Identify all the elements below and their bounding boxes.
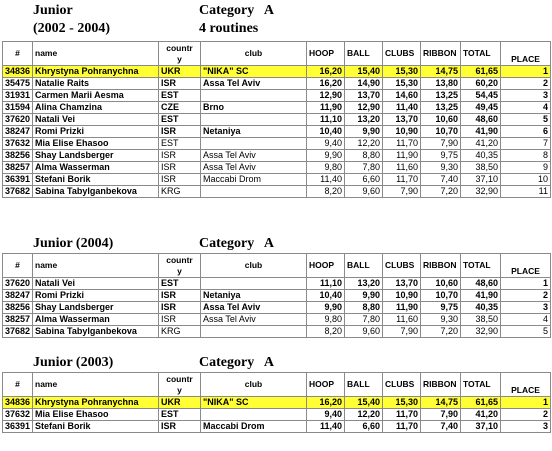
section-3-title: Junior (2003) [33, 355, 114, 370]
cell-club [201, 90, 307, 102]
cell-place: 4 [501, 102, 551, 114]
cell-clubs: 11,40 [383, 102, 421, 114]
cell-name: Stefani Borik [33, 421, 159, 433]
header-country [159, 254, 201, 278]
cell-country: UKR [159, 66, 201, 78]
cell-clubs: 11,70 [383, 138, 421, 150]
header-place: PLACE [501, 254, 551, 278]
cell-name: Stefani Borik [33, 174, 159, 186]
cell-club [201, 114, 307, 126]
header-total: TOTAL [461, 254, 501, 278]
cell-clubs: 11,70 [383, 421, 421, 433]
cell-clubs: 7,90 [383, 186, 421, 198]
cell-ball: 6,60 [345, 421, 383, 433]
cell-ball: 9,60 [345, 186, 383, 198]
cell-country: ISR [159, 421, 201, 433]
cell-ribbon: 7,90 [421, 138, 461, 150]
section-1-years: (2002 - 2004) [33, 21, 110, 36]
header-club: club [201, 254, 307, 278]
cell-country: EST [159, 138, 201, 150]
cell-country: EST [159, 114, 201, 126]
cell-ribbon: 14,75 [421, 66, 461, 78]
cell-clubs: 11,70 [383, 174, 421, 186]
cell-total: 54,45 [461, 90, 501, 102]
cell-total: 41,20 [461, 138, 501, 150]
cell-name: Shay Landsberger [33, 302, 159, 314]
cell-clubs: 15,30 [383, 78, 421, 90]
cell-country: EST [159, 409, 201, 421]
cell-ball: 9,60 [345, 326, 383, 338]
cell-club: Maccabi Drom [201, 421, 307, 433]
cell-place: 7 [501, 138, 551, 150]
cell-name: Alma Wasserman [33, 162, 159, 174]
header-ribbon: RIBBON [421, 254, 461, 278]
cell-clubs: 11,60 [383, 162, 421, 174]
cell-total: 61,65 [461, 66, 501, 78]
cell-place: 4 [501, 314, 551, 326]
cell-ribbon: 10,60 [421, 114, 461, 126]
cell-country: ISR [159, 314, 201, 326]
section-1-title: Junior [33, 3, 73, 18]
cell-num: 38257 [3, 162, 33, 174]
cell-name: Sabina Tabylganbekova [33, 326, 159, 338]
table-row [3, 126, 551, 138]
cell-place: 1 [501, 278, 551, 290]
table-row [3, 290, 551, 302]
cell-ball: 7,80 [345, 162, 383, 174]
table-header-row [3, 42, 551, 66]
cell-ribbon: 9,30 [421, 162, 461, 174]
cell-ribbon: 10,60 [421, 278, 461, 290]
cell-ball: 9,90 [345, 126, 383, 138]
cell-club: Assa Tel Aviv [201, 150, 307, 162]
cell-place: 3 [501, 421, 551, 433]
cell-club: Brno [201, 102, 307, 114]
cell-ribbon: 7,20 [421, 186, 461, 198]
header-ball: BALL [345, 254, 383, 278]
table-row [3, 138, 551, 150]
cell-num: 38257 [3, 314, 33, 326]
cell-ribbon: 10,70 [421, 126, 461, 138]
header-name: name [33, 42, 159, 66]
cell-ribbon: 10,70 [421, 290, 461, 302]
cell-club: Maccabi Drom [201, 174, 307, 186]
cell-total: 40,35 [461, 302, 501, 314]
cell-num: 37682 [3, 186, 33, 198]
cell-country: CZE [159, 102, 201, 114]
cell-hoop: 9,40 [307, 409, 345, 421]
cell-club: Assa Tel Aviv [201, 162, 307, 174]
cell-ball: 12,20 [345, 409, 383, 421]
cell-num: 36391 [3, 174, 33, 186]
cell-country: ISR [159, 126, 201, 138]
header-country-line-2: y [177, 265, 182, 276]
cell-hoop: 9,90 [307, 302, 345, 314]
header-num: # [3, 42, 33, 66]
cell-ball: 15,40 [345, 66, 383, 78]
cell-name: Shay Landsberger [33, 150, 159, 162]
section-2-category: Category A [199, 236, 275, 251]
cell-total: 40,35 [461, 150, 501, 162]
cell-club: Assa Tel Aviv [201, 314, 307, 326]
cell-total: 37,10 [461, 421, 501, 433]
header-hoop: HOOP [307, 42, 345, 66]
header-place: PLACE [501, 42, 551, 66]
cell-hoop: 16,20 [307, 78, 345, 90]
cell-ball: 8,80 [345, 150, 383, 162]
header-total: TOTAL [461, 373, 501, 397]
cell-clubs: 15,30 [383, 397, 421, 409]
cell-total: 41,20 [461, 409, 501, 421]
cell-total: 32,90 [461, 326, 501, 338]
cell-total: 41,90 [461, 290, 501, 302]
header-country-line-1: countr [166, 42, 193, 53]
header-country-line-2: y [177, 384, 182, 395]
table-row [3, 314, 551, 326]
cell-name: Natali Vei [33, 278, 159, 290]
cell-club: Assa Tel Aviv [201, 302, 307, 314]
table-row [3, 174, 551, 186]
cell-hoop: 9,40 [307, 138, 345, 150]
cell-hoop: 9,80 [307, 314, 345, 326]
table-row [3, 78, 551, 90]
cell-ball: 6,60 [345, 174, 383, 186]
table-row [3, 397, 551, 409]
cell-clubs: 11,90 [383, 302, 421, 314]
cell-ribbon: 9,75 [421, 302, 461, 314]
cell-ball: 12,90 [345, 102, 383, 114]
header-country-line-1: countr [166, 373, 193, 384]
cell-hoop: 9,80 [307, 162, 345, 174]
cell-num: 37632 [3, 409, 33, 421]
cell-hoop: 11,40 [307, 174, 345, 186]
cell-country: EST [159, 278, 201, 290]
header-ball: BALL [345, 373, 383, 397]
cell-hoop: 12,90 [307, 90, 345, 102]
cell-hoop: 8,20 [307, 186, 345, 198]
cell-hoop: 9,90 [307, 150, 345, 162]
header-club: club [201, 373, 307, 397]
header-num: # [3, 254, 33, 278]
table-row [3, 162, 551, 174]
cell-club [201, 186, 307, 198]
cell-num: 31931 [3, 90, 33, 102]
cell-total: 38,50 [461, 162, 501, 174]
cell-clubs: 10,90 [383, 290, 421, 302]
cell-name: Alma Wasserman [33, 314, 159, 326]
header-hoop: HOOP [307, 373, 345, 397]
cell-clubs: 11,60 [383, 314, 421, 326]
table-row [3, 409, 551, 421]
cell-place: 10 [501, 174, 551, 186]
header-ribbon: RIBBON [421, 42, 461, 66]
cell-clubs: 14,60 [383, 90, 421, 102]
cell-club: Netaniya [201, 290, 307, 302]
section-2-title: Junior (2004) [33, 236, 114, 251]
cell-name: Mia Elise Ehasoo [33, 409, 159, 421]
cell-clubs: 13,70 [383, 114, 421, 126]
cell-name: Natali Vei [33, 114, 159, 126]
cell-total: 49,45 [461, 102, 501, 114]
cell-ball: 12,20 [345, 138, 383, 150]
header-hoop: HOOP [307, 254, 345, 278]
cell-num: 34836 [3, 66, 33, 78]
cell-place: 3 [501, 302, 551, 314]
cell-num: 36391 [3, 421, 33, 433]
cell-total: 32,90 [461, 186, 501, 198]
cell-clubs: 11,70 [383, 409, 421, 421]
header-country-line-2: y [177, 53, 182, 64]
header-place: PLACE [501, 373, 551, 397]
cell-name: Sabina Tabylganbekova [33, 186, 159, 198]
cell-hoop: 16,20 [307, 397, 345, 409]
cell-country: ISR [159, 150, 201, 162]
cell-num: 38256 [3, 302, 33, 314]
cell-clubs: 13,70 [383, 278, 421, 290]
table-row [3, 114, 551, 126]
cell-clubs: 15,30 [383, 66, 421, 78]
cell-ball: 13,20 [345, 278, 383, 290]
cell-club [201, 138, 307, 150]
cell-hoop: 10,40 [307, 126, 345, 138]
results-table-2002-2004 [2, 41, 551, 198]
cell-hoop: 11,90 [307, 102, 345, 114]
cell-ball: 8,80 [345, 302, 383, 314]
table-row [3, 66, 551, 78]
cell-club: Netaniya [201, 126, 307, 138]
cell-num: 34836 [3, 397, 33, 409]
table-header-row [3, 254, 551, 278]
cell-name: Romi Prizki [33, 290, 159, 302]
cell-clubs: 7,90 [383, 326, 421, 338]
header-num: # [3, 373, 33, 397]
header-clubs: CLUBS [383, 373, 421, 397]
cell-country: ISR [159, 174, 201, 186]
cell-club [201, 326, 307, 338]
cell-num: 38247 [3, 290, 33, 302]
cell-place: 6 [501, 126, 551, 138]
header-club: club [201, 42, 307, 66]
cell-country: KRG [159, 326, 201, 338]
cell-ribbon: 9,30 [421, 314, 461, 326]
cell-name: Mia Elise Ehasoo [33, 138, 159, 150]
cell-country: ISR [159, 290, 201, 302]
cell-club: "NIKA" SC [201, 66, 307, 78]
cell-place: 5 [501, 326, 551, 338]
cell-num: 37620 [3, 278, 33, 290]
cell-name: Natalie Raits [33, 78, 159, 90]
cell-place: 2 [501, 290, 551, 302]
cell-country: UKR [159, 397, 201, 409]
cell-clubs: 10,90 [383, 126, 421, 138]
cell-hoop: 11,40 [307, 421, 345, 433]
cell-ribbon: 14,75 [421, 397, 461, 409]
cell-hoop: 11,10 [307, 114, 345, 126]
cell-num: 38247 [3, 126, 33, 138]
cell-place: 5 [501, 114, 551, 126]
cell-total: 48,60 [461, 278, 501, 290]
cell-place: 2 [501, 78, 551, 90]
cell-place: 11 [501, 186, 551, 198]
header-country [159, 373, 201, 397]
cell-total: 41,90 [461, 126, 501, 138]
cell-hoop: 16,20 [307, 66, 345, 78]
cell-num: 37620 [3, 114, 33, 126]
section-1-routines: 4 routines [199, 21, 259, 36]
cell-country: EST [159, 90, 201, 102]
cell-num: 31594 [3, 102, 33, 114]
cell-hoop: 8,20 [307, 326, 345, 338]
header-name: name [33, 254, 159, 278]
cell-hoop: 11,10 [307, 278, 345, 290]
cell-ball: 7,80 [345, 314, 383, 326]
cell-num: 37632 [3, 138, 33, 150]
cell-total: 61,65 [461, 397, 501, 409]
header-ribbon: RIBBON [421, 373, 461, 397]
table-row [3, 278, 551, 290]
cell-ribbon: 7,40 [421, 174, 461, 186]
cell-club [201, 409, 307, 421]
cell-place: 3 [501, 90, 551, 102]
table-row [3, 326, 551, 338]
cell-country: ISR [159, 302, 201, 314]
cell-place: 8 [501, 150, 551, 162]
cell-ball: 14,90 [345, 78, 383, 90]
cell-name: Khrystyna Pohranychna [33, 397, 159, 409]
table-header-row [3, 373, 551, 397]
cell-club [201, 278, 307, 290]
cell-place: 1 [501, 397, 551, 409]
cell-ribbon: 13,80 [421, 78, 461, 90]
cell-ball: 13,70 [345, 90, 383, 102]
table-row [3, 421, 551, 433]
section-1-category: Category A [199, 3, 275, 18]
cell-total: 48,60 [461, 114, 501, 126]
table-row [3, 102, 551, 114]
cell-ball: 9,90 [345, 290, 383, 302]
header-ball: BALL [345, 42, 383, 66]
cell-clubs: 11,90 [383, 150, 421, 162]
header-name: name [33, 373, 159, 397]
header-clubs: CLUBS [383, 42, 421, 66]
cell-place: 9 [501, 162, 551, 174]
cell-ribbon: 13,25 [421, 90, 461, 102]
cell-country: ISR [159, 162, 201, 174]
cell-num: 37682 [3, 326, 33, 338]
cell-club: Assa Tel Aviv [201, 78, 307, 90]
cell-name: Alina Chamzina [33, 102, 159, 114]
cell-ribbon: 7,90 [421, 409, 461, 421]
cell-num: 35475 [3, 78, 33, 90]
cell-ribbon: 13,25 [421, 102, 461, 114]
cell-ribbon: 9,75 [421, 150, 461, 162]
cell-total: 60,20 [461, 78, 501, 90]
cell-total: 38,50 [461, 314, 501, 326]
cell-country: KRG [159, 186, 201, 198]
cell-ball: 13,20 [345, 114, 383, 126]
header-country-line-1: countr [166, 254, 193, 265]
cell-ribbon: 7,40 [421, 421, 461, 433]
table-row [3, 150, 551, 162]
cell-club: "NIKA" SC [201, 397, 307, 409]
cell-ribbon: 7,20 [421, 326, 461, 338]
results-table-2004 [2, 253, 551, 338]
cell-place: 1 [501, 66, 551, 78]
cell-name: Carmen Marii Aesma [33, 90, 159, 102]
cell-name: Khrystyna Pohranychna [33, 66, 159, 78]
results-table-2003 [2, 372, 551, 433]
cell-ball: 15,40 [345, 397, 383, 409]
header-country [159, 42, 201, 66]
table-row [3, 186, 551, 198]
table-row [3, 302, 551, 314]
cell-place: 2 [501, 409, 551, 421]
table-row [3, 90, 551, 102]
cell-hoop: 10,40 [307, 290, 345, 302]
cell-country: ISR [159, 78, 201, 90]
header-total: TOTAL [461, 42, 501, 66]
cell-total: 37,10 [461, 174, 501, 186]
cell-name: Romi Prizki [33, 126, 159, 138]
header-clubs: CLUBS [383, 254, 421, 278]
section-3-category: Category A [199, 355, 275, 370]
cell-num: 38256 [3, 150, 33, 162]
